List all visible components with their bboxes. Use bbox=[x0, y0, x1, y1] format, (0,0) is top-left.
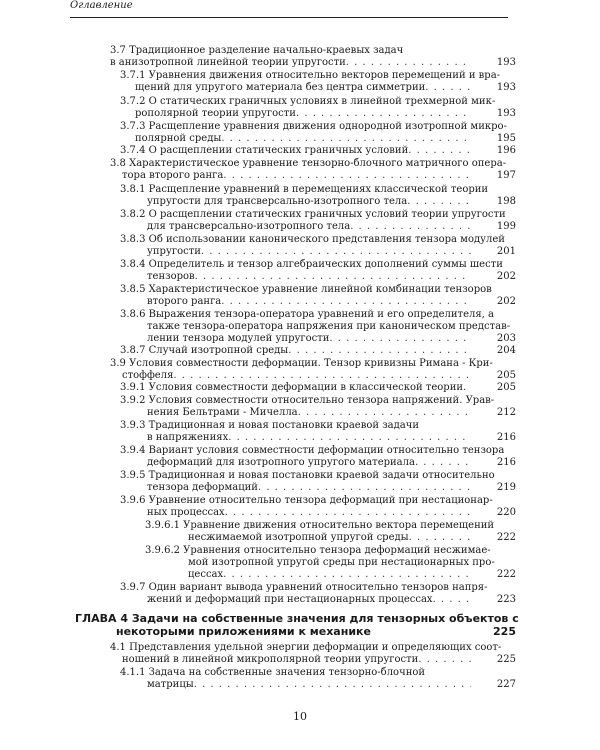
toc-page: 227 bbox=[496, 679, 516, 690]
chapter-page: 225 bbox=[493, 625, 516, 638]
toc-leader-line: в напряжениях . . . bbox=[147, 432, 471, 444]
toc-leader-line: цессах . . . bbox=[188, 569, 471, 581]
toc-line: 3.8.5 Характеристическое уравнение линейной комбинации тензоров bbox=[120, 284, 492, 295]
toc-page: 199 bbox=[496, 221, 516, 232]
toc-page: 193 bbox=[496, 82, 516, 93]
toc-page: 216 bbox=[496, 432, 516, 443]
toc-line: 3.7.1 Уравнения движения относительно векторов перемещений и вра- bbox=[120, 70, 501, 81]
toc-line: 3.7.3 Расщепление уравнения движения однородной изотропной микро- bbox=[120, 121, 507, 132]
running-header bbox=[70, 0, 508, 18]
toc-leader-line: стоффеля . . . bbox=[122, 370, 471, 382]
toc-line: 3.9.3 Традиционная и новая постановки краевой задачи bbox=[120, 420, 420, 431]
toc-page: 219 bbox=[496, 482, 516, 493]
page-number: 10 bbox=[293, 710, 307, 723]
toc-page: 205 bbox=[496, 382, 516, 393]
toc-line: также тензора-оператора напряжения при каноническом представ- bbox=[147, 321, 511, 332]
toc-page: 197 bbox=[496, 170, 516, 181]
toc-line: 4.1.1 Задача на собственные значения тензорно-блочной bbox=[120, 667, 426, 678]
toc-line: 3.9.2 Условия совместности относительно тензора напряжений. Урав- bbox=[120, 395, 495, 406]
toc-page: 195 bbox=[496, 133, 516, 144]
header-title: Оглавление bbox=[70, 0, 133, 11]
toc-line: 3.9.6 Уравнение относительно тензора деформаций при нестационар- bbox=[120, 495, 493, 506]
toc-leader-line: жений и деформаций при нестационарных процессах . . . bbox=[147, 594, 471, 606]
toc-page: 193 bbox=[496, 108, 516, 119]
toc-page: 220 bbox=[496, 507, 516, 518]
toc-line: мой изотропной упругой среды при нестационарных про- bbox=[188, 557, 495, 568]
toc-page: 203 bbox=[496, 333, 516, 344]
toc-line: 3.9.7 Один вариант вывода уравнений относительно тензоров напря- bbox=[120, 582, 488, 593]
toc-leader-line: щений для упругого материала без центра симметрии . . . bbox=[135, 82, 471, 94]
toc-line: 3.8.4 Определитель и тензор алгебраических дополнений суммы шести bbox=[120, 259, 503, 270]
chapter-title: ГЛАВА 4 Задачи на собственные значения для тензорных объектов с bbox=[75, 612, 519, 625]
toc-page: 204 bbox=[496, 345, 516, 356]
toc-page: 201 bbox=[496, 246, 516, 257]
toc-line: 3.8.6 Выражения тензора-оператора уравнений и его определителя, а bbox=[120, 309, 494, 320]
toc-line: 3.9.6.1 Уравнение движения относительно вектора перемещений bbox=[145, 520, 495, 531]
toc-leader-line: 3.8.7 Случай изотропной среды . . . bbox=[120, 345, 471, 357]
toc-line: 3.8.1 Расщепление уравнений в перемещениях классической теории bbox=[120, 184, 489, 195]
toc-leader-line: рополярной теории упругости . . . bbox=[135, 108, 471, 120]
toc-line: 3.8.2 О расщеплении статических граничных условий теории упругости bbox=[120, 209, 506, 220]
toc-page: 222 bbox=[496, 532, 516, 543]
toc-page: 216 bbox=[496, 457, 516, 468]
toc-leader-line: деформаций для изотропного упругого материала . . . bbox=[147, 457, 471, 469]
toc-page: 193 bbox=[496, 57, 516, 68]
toc-line: 4.1 Представления удельной энергии деформации и определяющих соот- bbox=[110, 642, 502, 653]
toc-leader-line: ношений в линейной микрополярной теории упругости . . . bbox=[122, 654, 471, 666]
toc-page: 212 bbox=[496, 407, 516, 418]
toc-page: 205 bbox=[496, 370, 516, 381]
toc-leader-line: матрицы . . . bbox=[147, 679, 471, 691]
toc-line: 3.7.2 О статических граничных условиях в линейной трехмерной мик- bbox=[120, 96, 496, 107]
toc-leader-line: для трансверсально-изотропного тела . . . bbox=[147, 221, 471, 233]
toc-page: 196 bbox=[496, 145, 516, 156]
toc-page: 225 bbox=[496, 654, 516, 665]
toc-page: 222 bbox=[496, 569, 516, 580]
toc-leader-line: нения Бельтрами - Мичелла . . . bbox=[147, 407, 471, 419]
toc-leader-line: полярной среды . . . bbox=[135, 133, 471, 145]
toc-leader-line: упругости для трансверсально-изотропного тела . . . bbox=[147, 196, 471, 208]
toc-line: 3.8.3 Об использовании канонического представления тензора модулей bbox=[120, 234, 505, 245]
toc-page: 198 bbox=[496, 196, 516, 207]
toc-leader-line: тензоров . . . bbox=[147, 271, 471, 283]
toc-leader-line: 3.9.1 Условия совместности деформации в классической теории . . . bbox=[120, 382, 471, 394]
toc-leader-line: упругости . . . bbox=[147, 246, 471, 258]
toc-leader-line: лении тензора модулей упругости . . . bbox=[147, 333, 471, 345]
toc-line: 3.8 Характеристическое уравнение тензорно-блочного матричного опера- bbox=[110, 158, 507, 169]
toc-leader-line: несжимаемой изотропной упругой среды . . . bbox=[188, 532, 471, 544]
toc-leader-line: второго ранга . . . bbox=[147, 296, 471, 308]
toc-line: 3.9.4 Вариант условия совместности деформации относительно тензора bbox=[120, 445, 505, 456]
toc-line: 3.7 Традиционное разделение начально-краевых задач bbox=[110, 45, 404, 56]
toc-page: 202 bbox=[496, 296, 516, 307]
toc-leader-line: в анизотропной линейной теории упругости . . . bbox=[110, 57, 470, 69]
toc-line: 3.9.6.2 Уравнения относительно тензора деформаций несжимае- bbox=[145, 545, 491, 556]
toc-line: 3.9 Условия совместности деформации. Тензор кривизны Римана - Кри- bbox=[110, 358, 493, 369]
chapter-title: некоторыми приложениями к механике bbox=[116, 625, 371, 638]
toc-page: 223 bbox=[496, 594, 516, 605]
toc-page: 202 bbox=[496, 271, 516, 282]
toc-leader-line: тора второго ранга . . . bbox=[122, 170, 471, 182]
toc-line: 3.9.5 Традиционная и новая постановки краевой задачи относительно bbox=[120, 470, 495, 481]
toc-leader-line: 3.7.4 О расщеплении статических граничных условий . . . bbox=[120, 145, 471, 157]
toc-leader-line: тензора деформаций . . . bbox=[147, 482, 471, 494]
toc-leader-line: ных процессах . . . bbox=[147, 507, 471, 519]
